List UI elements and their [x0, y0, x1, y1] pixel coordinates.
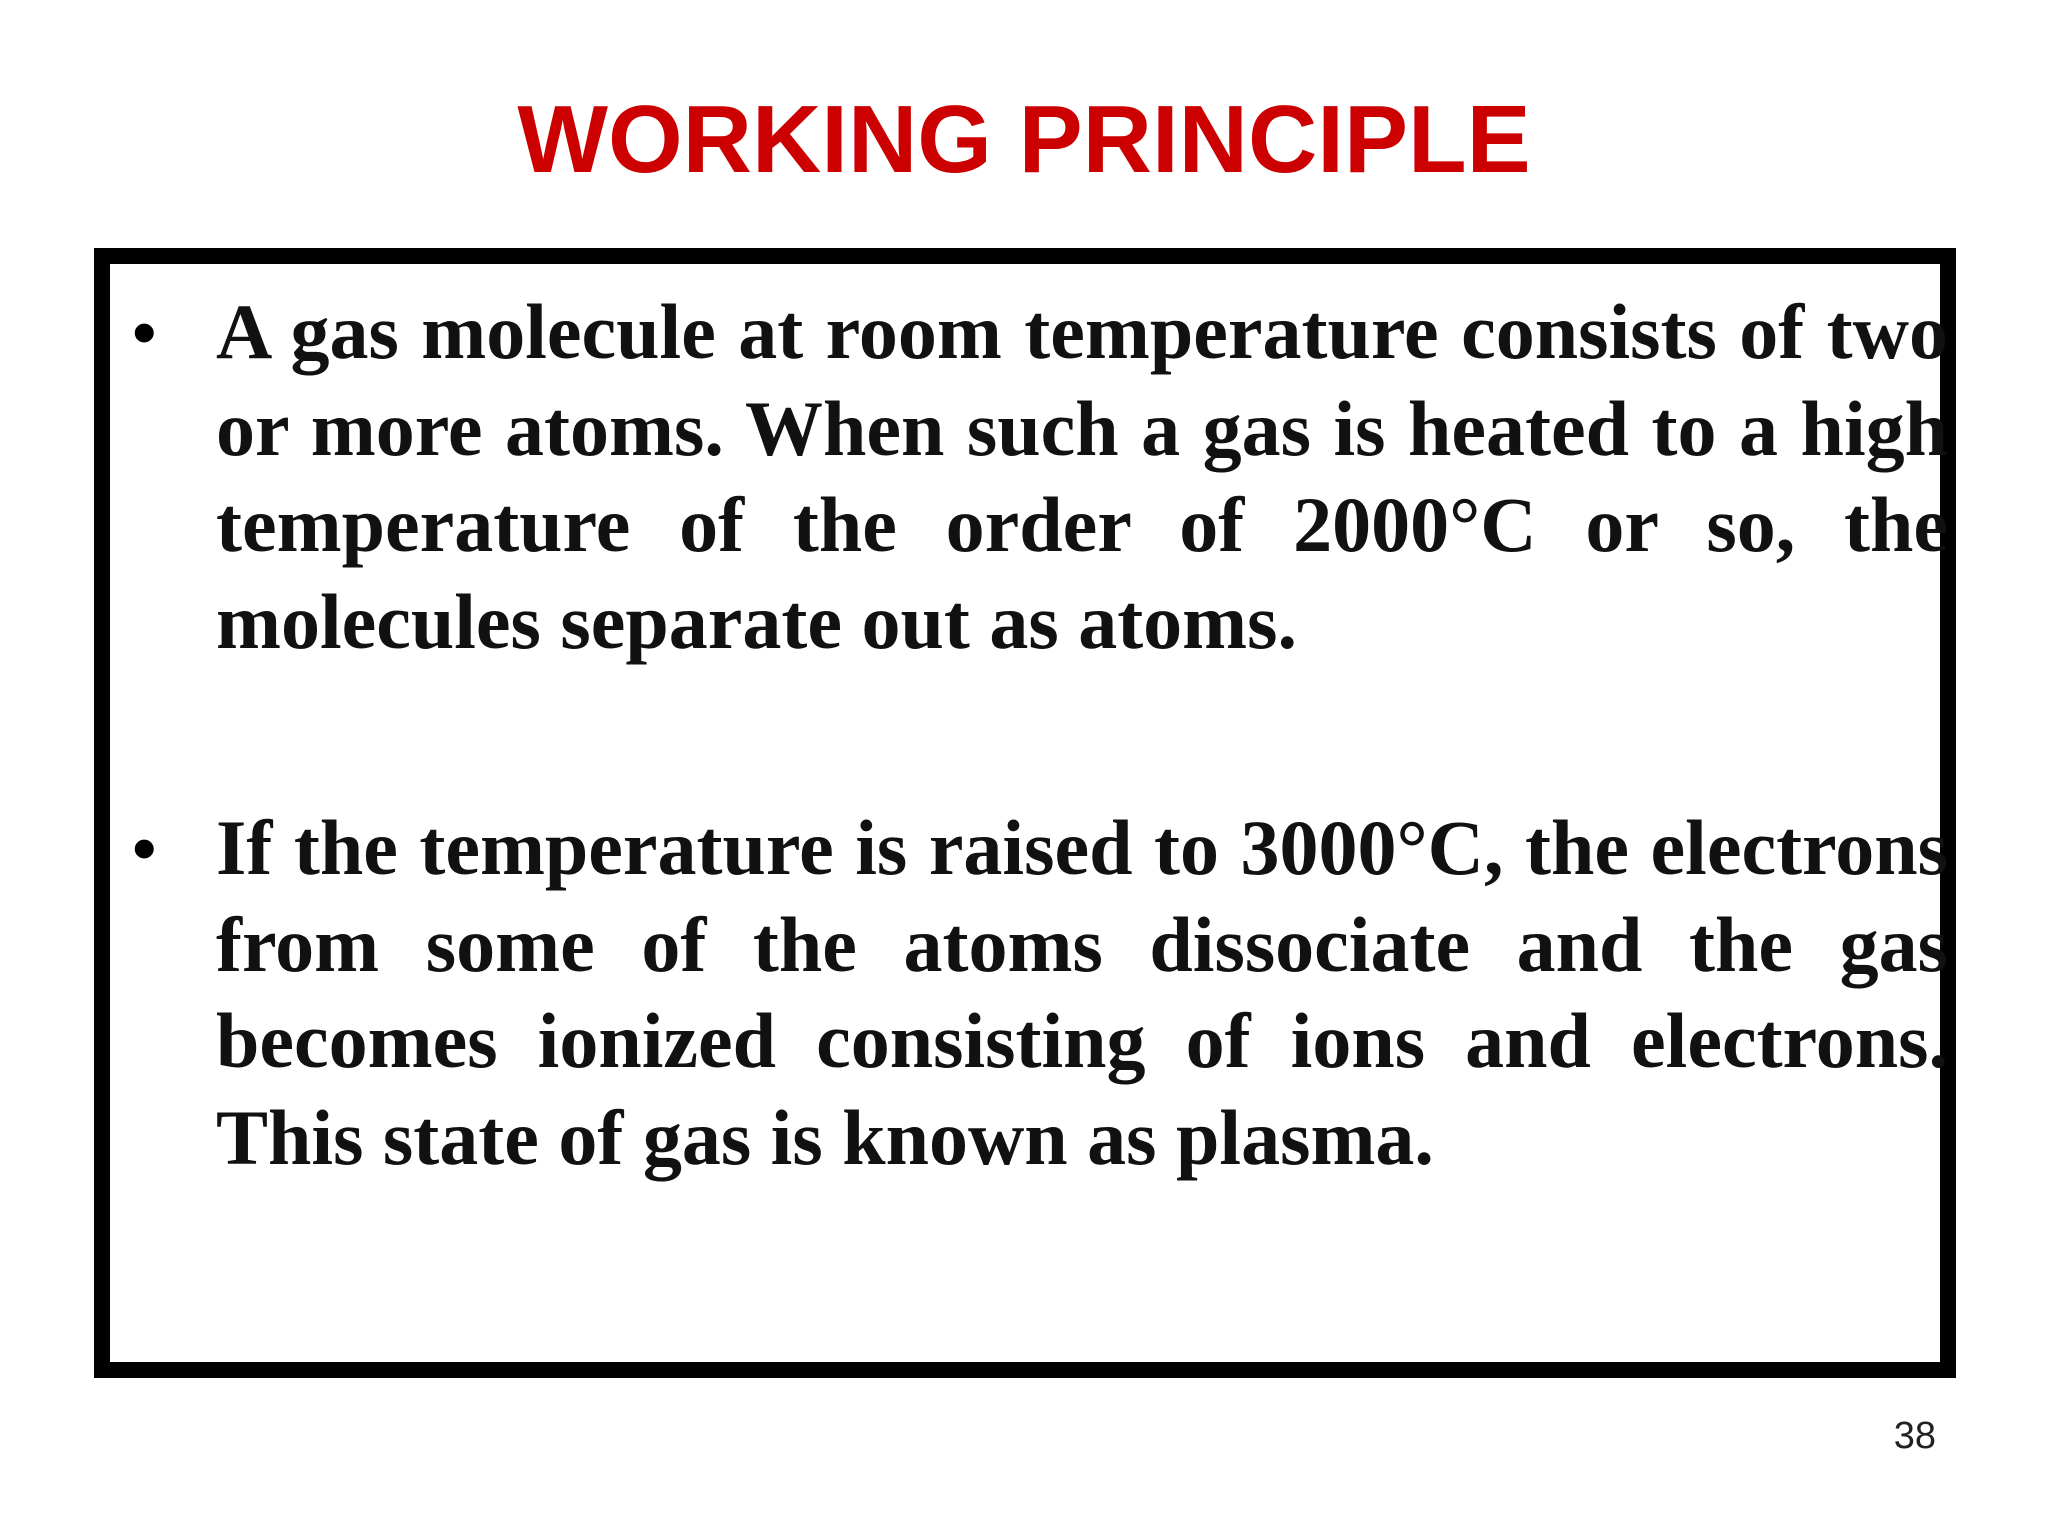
page-number: 38: [1893, 1415, 1936, 1457]
bullet-text: A gas molecule at room temperature consists of two or more atoms. When such a gas is heated to a high temperature of the order of 2000°C or so, the molecules separate out as atoms.: [216, 288, 1948, 665]
bullet-marker: •: [132, 293, 157, 371]
bullet-text: If the temperature is raised to 3000°C, the electrons from some of the atoms dissociate and the gas becomes ionized consisting of ions and electrons. This state of gas is known as plasma.: [216, 804, 1948, 1181]
slide-title: WORKING PRINCIPLE: [517, 86, 1531, 193]
bullet-marker: •: [132, 809, 157, 887]
content-box: [94, 248, 1956, 1378]
